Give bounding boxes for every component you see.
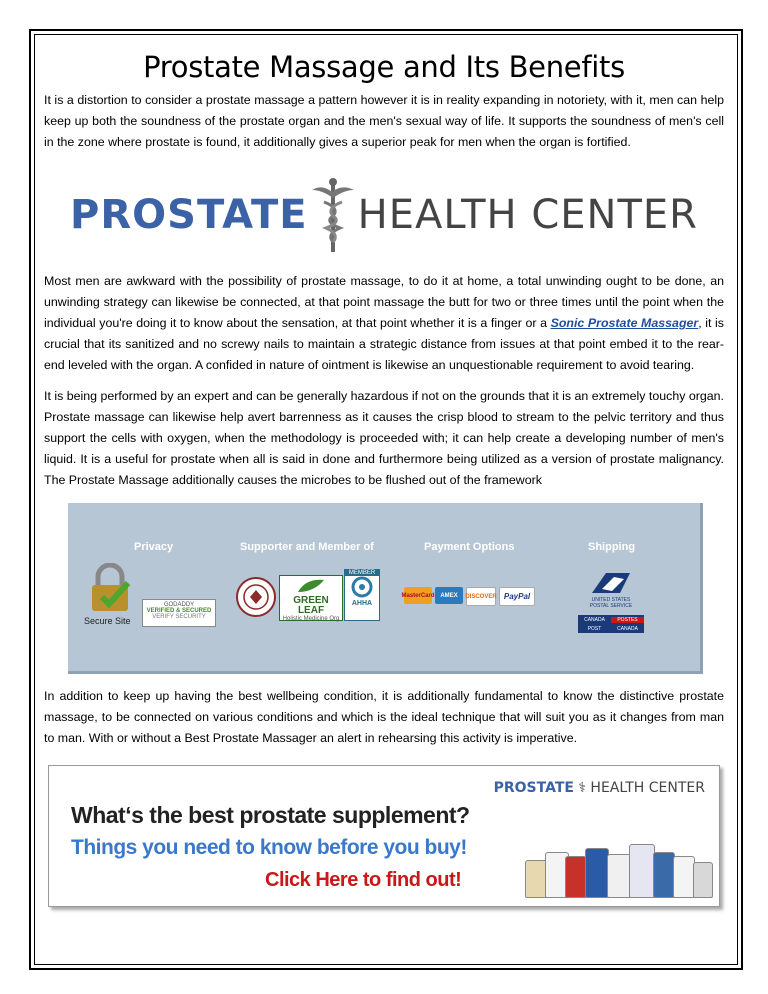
canada-post-badge	[578, 615, 644, 633]
usps-line-2: POSTAL SERVICE	[589, 603, 633, 609]
badge-line-2: VERIFIED & SECURED	[146, 608, 212, 614]
secure-site-label: Secure Site	[84, 616, 131, 626]
paragraph-intro: It is a distortion to consider a prostate massage a pattern however it is in reality expanding in notoriety, with it, men can help keep up both the soundness of the prostate organ and the men's sexual way of life. It supports the soundness of men's cell in the zone where prostate is found, it additionally gives a superior peak for men when the organ is fortified.	[44, 93, 724, 149]
payment-options-heading: Payment Options	[424, 541, 515, 553]
shipping-heading: Shipping	[588, 541, 636, 553]
green-leaf-title: GREEN LEAF	[293, 595, 329, 616]
paragraph-home-massage	[44, 271, 724, 376]
padlock-icon	[88, 563, 132, 613]
mastercard-icon: MasterCard	[404, 587, 432, 604]
ahha-member-badge[interactable]	[344, 569, 380, 621]
prostate-health-center-logo	[44, 159, 724, 271]
member-label: MEMBER	[345, 570, 379, 576]
bottle	[585, 848, 609, 898]
bottle	[607, 854, 631, 898]
canada-post-line-4: CANADA	[617, 625, 638, 632]
amex-icon: AMEX	[435, 587, 463, 604]
bottle	[693, 862, 713, 898]
supplement-ad-banner[interactable]	[48, 765, 720, 907]
privacy-heading: Privacy	[134, 541, 174, 553]
paypal-icon: PayPal	[499, 587, 535, 606]
verified-secured-badge[interactable]	[142, 599, 216, 627]
usps-line-1: UNITED STATES	[591, 597, 631, 603]
canada-post-line-2: POSTES	[611, 617, 644, 623]
paragraph-expert: It is being performed by an expert and can be generally hazardous if not on the grounds that it is an extremely touchy organ. Prostate massage can likewise help avert barrenness as it causes the crisp blood to stream to the pelvic territory and thus support the cells with oxygen, when the methodology is proceeded with; it can help create a developing number of men's liquid. It is a useful for prostate when all is said in done and furthermore being utilized as a version of prostate malignancy. The Prostate Massage additionally causes the microbes to be flushed out of the framework	[44, 389, 724, 487]
ad-brand-logo	[494, 780, 705, 796]
green-leaf-badge[interactable]	[279, 575, 343, 621]
trust-badges-band	[68, 503, 703, 674]
discover-icon: DISCOVER	[466, 587, 496, 606]
badge-line-3: VERIFY SECURITY	[152, 614, 206, 620]
document-title: Prostate Massage and Its Benefits	[143, 50, 625, 84]
ad-subline: Things you need to know before you buy!	[71, 836, 467, 859]
canada-post-line-3: POST	[587, 625, 602, 632]
ad-headline: What‘s the best prostate supplement?	[71, 802, 470, 828]
ad-brand-right: HEALTH CENTER	[590, 780, 705, 796]
logo-text-health-center: HEALTH CENTER	[357, 192, 698, 238]
paragraph-2-text-a: Most men are awkward with the possibility of prostate massage, to do it at home, a total unwinding ought to be done, an unwinding strategy can likewise be connected, at that point massage the butt for two or three times until the point when the individual you're doing it to know about the sensation, at that point whether it is a finger or a	[44, 274, 724, 330]
document-page	[44, 40, 724, 907]
usps-eagle-icon	[590, 569, 632, 597]
ad-brand-left: PROSTATE	[493, 780, 574, 796]
ad-caduceus-icon: ⚕	[578, 780, 586, 796]
ad-cta[interactable]: Click Here to find out!	[265, 869, 462, 891]
bottle	[673, 856, 695, 898]
bottle	[629, 844, 655, 898]
ahha-label: AHHA	[351, 600, 373, 607]
logo-text-prostate: PROSTATE	[70, 192, 308, 238]
seal-icon[interactable]	[236, 577, 276, 617]
leaf-icon	[296, 578, 326, 594]
ahha-icon	[350, 576, 374, 598]
bottle	[653, 852, 675, 898]
paragraph-conclusion: In addition to keep up having the best wellbeing condition, it is additionally fundamental to know the distinctive prostate massage, to be connected on various conditions and which is the ideal technique that will suit you as it changes from man to man. With or without a Best Prostate Massager an alert in rehearsing this activity is imperative.	[44, 689, 724, 745]
green-leaf-sub: Holistic Medicine Org	[282, 616, 340, 622]
badge-line-1: GODADDY	[163, 602, 195, 608]
usps-label	[584, 597, 638, 609]
caduceus-icon	[310, 176, 356, 254]
bottle	[565, 856, 587, 898]
supporter-heading: Supporter and Member of	[240, 541, 374, 553]
paragraph-2-text-b: , it is crucial that its sanitized and no screwy nails to maintain a strategic distance from issues at that point embed it to the rear-end leveled with the organ. A confided in nature of ointment is likewise an unquestionable requirement to avoid tearing.	[44, 316, 724, 372]
sonic-prostate-massager-link[interactable]: Sonic Prostate Massager	[550, 316, 699, 330]
canada-post-line-1: CANADA	[584, 616, 605, 623]
